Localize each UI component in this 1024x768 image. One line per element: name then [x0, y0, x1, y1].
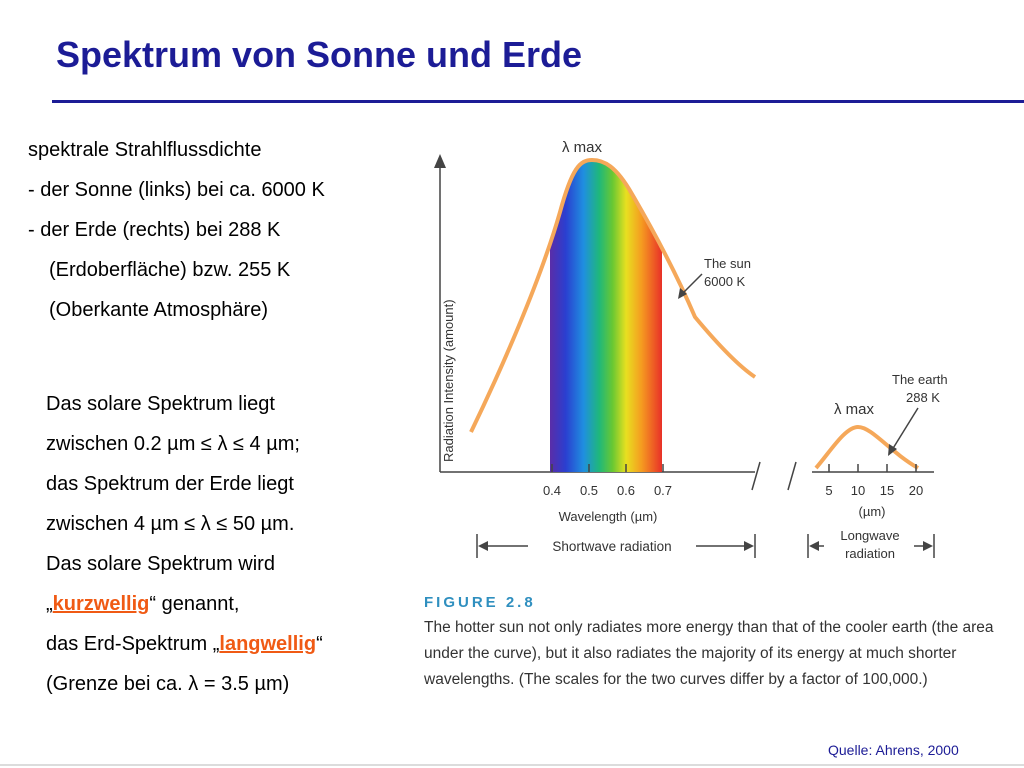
arrow-left-icon	[809, 541, 819, 551]
figure-number: FIGURE 2.8	[424, 594, 536, 611]
spectrum-description	[46, 384, 323, 704]
body-text-prefix: das Erd-Spektrum „	[46, 633, 220, 655]
intro-line: (Oberkante Atmosphäre)	[49, 299, 268, 321]
body-line: zwischen 4 µm ≤ λ ≤ 50 µm.	[46, 513, 295, 535]
longwave-tick-label: 5	[825, 483, 833, 498]
body-line: das Spektrum der Erde liegt	[46, 473, 294, 495]
y-axis-arrow-icon	[434, 154, 446, 168]
x-axis-label: Wavelength (µm)	[558, 509, 658, 524]
arrow-left-icon	[478, 541, 488, 551]
body-line: (Grenze bei ca. λ = 3.5 µm)	[46, 673, 290, 695]
body-line: zwischen 0.2 µm ≤ λ ≤ 4 µm;	[46, 433, 300, 455]
spectrum-diagram	[420, 122, 1024, 578]
shortwave-tick-label: 0.4	[542, 483, 562, 498]
visible-spectrum-band	[550, 152, 662, 472]
title-divider	[52, 100, 1024, 103]
sun-label: The sun	[704, 256, 751, 271]
body-line: Das solare Spektrum wird	[46, 553, 275, 575]
axis-break-right	[788, 462, 796, 490]
body-text-rest: “ genannt,	[149, 593, 240, 615]
y-axis-label: Radiation Intensity (amount)	[441, 299, 456, 462]
intro-line: spektrale Strahlflussdichte	[28, 139, 262, 161]
open-quote: „	[46, 593, 53, 615]
earth-label: The earth	[892, 372, 948, 387]
footer-divider	[0, 764, 1024, 766]
earth-lambda-max-label: λ max	[834, 401, 875, 418]
intro-line: (Erdoberfläche) bzw. 255 K	[49, 259, 291, 281]
shortwave-radiation-label: Shortwave radiation	[552, 539, 672, 554]
longwave-tick-label: 20	[908, 483, 924, 498]
sun-lambda-max-label: λ max	[562, 139, 603, 156]
earth-pointer-line	[892, 408, 918, 450]
longwave-radiation-label: radiation	[845, 546, 895, 561]
body-line-langwellig	[46, 624, 323, 664]
earth-temperature-label: 288 K	[906, 390, 940, 405]
intro-text-block	[28, 130, 325, 330]
axis-break-left	[752, 462, 760, 490]
figure-caption	[424, 594, 1004, 693]
close-quote: “	[316, 633, 323, 655]
longwave-tick-label: 10	[850, 483, 866, 498]
longwave-radiation-label: Longwave	[840, 528, 900, 543]
sun-pointer-line	[682, 274, 702, 294]
spectrum-figure	[420, 122, 1024, 578]
shortwave-tick-label: 0.5	[579, 483, 599, 498]
sun-temperature-label: 6000 K	[704, 274, 746, 289]
source-citation: Quelle: Ahrens, 2000	[828, 742, 959, 758]
longwave-unit-label: (µm)	[858, 504, 886, 519]
intro-line: - der Erde (rechts) bei 288 K	[28, 219, 281, 241]
arrow-right-icon	[923, 541, 933, 551]
langwellig-highlight: langwellig	[219, 633, 317, 655]
intro-line: - der Sonne (links) bei ca. 6000 K	[28, 179, 325, 201]
kurzwellig-highlight: kurzwellig	[52, 593, 150, 615]
shortwave-tick-label: 0.7	[653, 483, 673, 498]
slide-title: Spektrum von Sonne und Erde	[56, 34, 583, 75]
figure-caption-text: The hotter sun not only radiates more energy than that of the cooler earth (the area under the curve), but it also radiates the majority of its energy at much shorter wavelengths. (The scales for the two curves differ by a factor of 100,000.)	[424, 619, 994, 688]
body-line: Das solare Spektrum liegt	[46, 393, 275, 415]
arrow-right-icon	[744, 541, 754, 551]
shortwave-tick-label: 0.6	[616, 483, 636, 498]
longwave-tick-label: 15	[879, 483, 895, 498]
body-line-kurzwellig	[46, 584, 323, 624]
